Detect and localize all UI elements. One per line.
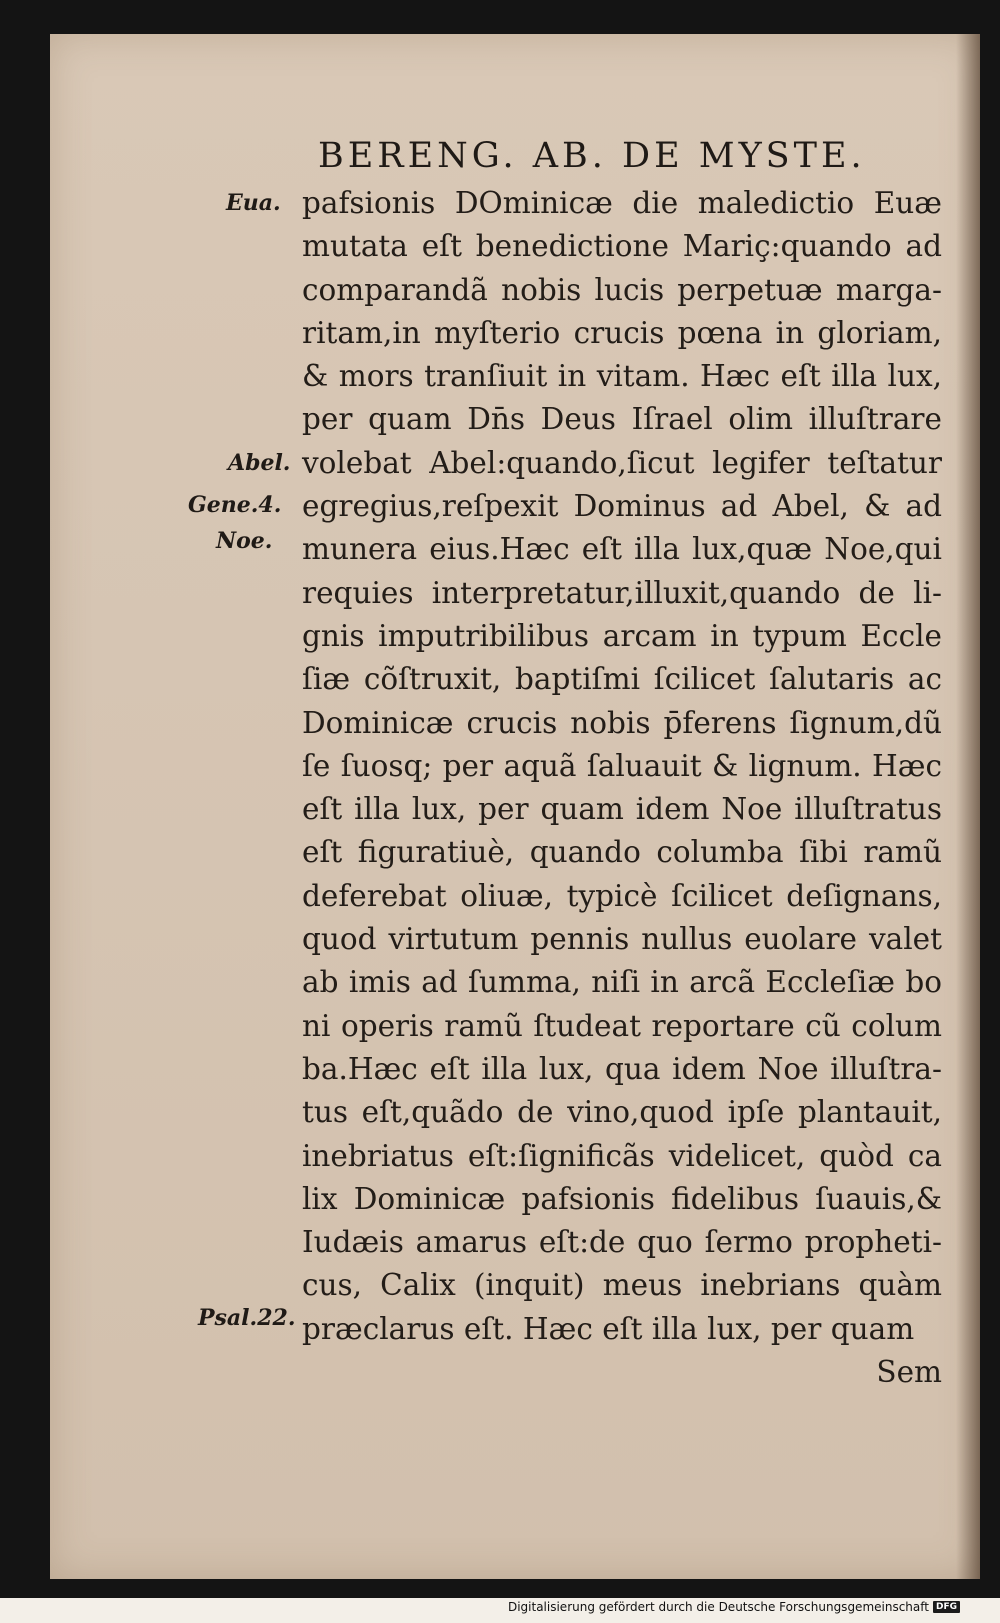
digitization-credit xyxy=(508,1600,960,1614)
text-line: inebriatus eſt:ſignificãs videlicet, quòd ca xyxy=(302,1138,942,1173)
text-line: ritam,in myſterio crucis pœna in gloriam, xyxy=(302,315,942,350)
running-head: BERENG. AB. DE MYSTE. xyxy=(318,136,866,176)
text-line: & mors tranſiuit in vitam. Hæc eſt illa lux, xyxy=(302,359,942,394)
text-line: gnis imputribilibus arcam in typum Eccle xyxy=(302,618,942,653)
text-line: ab imis ad ſumma, niſi in arcã Eccleſiæ bo xyxy=(302,965,942,1000)
text-line: lix Dominicæ pafsionis fidelibus ſuauis,& xyxy=(302,1181,942,1216)
text-line: ſiæ cõſtruxit, baptiſmi ſcilicet ſalutaris ac xyxy=(302,662,942,697)
body-text xyxy=(302,182,942,1394)
dfg-logo: DFG xyxy=(933,1601,960,1613)
text-line: egregius,reſpexit Dominus ad Abel, & ad xyxy=(302,489,942,524)
text-line: præclarus eſt. Hæc eſt illa lux, per quam xyxy=(302,1311,915,1346)
text-line: ſe ſuosq; per aquã ſaluauit & lignum. Hæc xyxy=(302,748,942,783)
page-gutter-shadow xyxy=(956,34,980,1579)
text-line: Iudæis amarus eſt:de quo ſermo propheti- xyxy=(302,1225,942,1260)
scan-border-left xyxy=(0,0,50,1598)
text-line: tus eſt,quãdo de vino,quod ipſe plantauit, xyxy=(302,1095,942,1130)
text-line: quod virtutum pennis nullus euolare valet xyxy=(302,922,942,957)
credit-text: Digitalisierung gefördert durch die Deutsche Forschungsgemeinschaft xyxy=(507,1600,929,1614)
text-line: eſt illa lux, per quam idem Noe illuſtratus xyxy=(302,792,942,827)
scan-border-right xyxy=(980,0,1000,1598)
text-line: ba.Hæc eſt illa lux, qua idem Noe illuſtra- xyxy=(302,1051,942,1086)
margin-note-gene: Gene.4. xyxy=(188,492,282,518)
text-line: comparandã nobis lucis perpetuæ marga- xyxy=(302,272,942,307)
text-line: per quam Dn̄s Deus Iſrael olim illuſtrare xyxy=(302,402,942,437)
text-line: deferebat oliuæ, typicè ſcilicet deſignans, xyxy=(302,878,942,913)
scan-border-bottom xyxy=(0,1579,1000,1598)
catchword: Sem xyxy=(876,1355,942,1390)
margin-note-noe: Noe. xyxy=(216,528,273,554)
text-line: Dominicæ crucis nobis p̄ferens ſignum,dũ xyxy=(302,705,942,740)
text-line: eſt figuratiuè, quando columba ſibi ramũ xyxy=(302,835,942,870)
text-line: ni operis ramũ ſtudeat reportare cũ colum xyxy=(302,1008,942,1043)
margin-note-abel: Abel. xyxy=(228,450,291,476)
text-line: mutata eſt benedictione Mariç:quando ad xyxy=(302,229,942,264)
margin-note-psal: Psal.22. xyxy=(198,1305,296,1331)
text-line: munera eius.Hæc eſt illa lux,quæ Noe,qui xyxy=(302,532,942,567)
scan-border-top xyxy=(0,0,1000,34)
margin-note-eua: Eua. xyxy=(226,190,281,216)
text-line: cus, Calix (inquit) meus inebrians quàm xyxy=(302,1268,942,1303)
text-line: volebat Abel:quando,ſicut legifer teſtatur xyxy=(302,445,942,480)
text-line: requies interpretatur,illuxit,quando de li- xyxy=(302,575,942,610)
text-line: pafsionis DOminicæ die maledictio Euæ xyxy=(302,186,942,220)
